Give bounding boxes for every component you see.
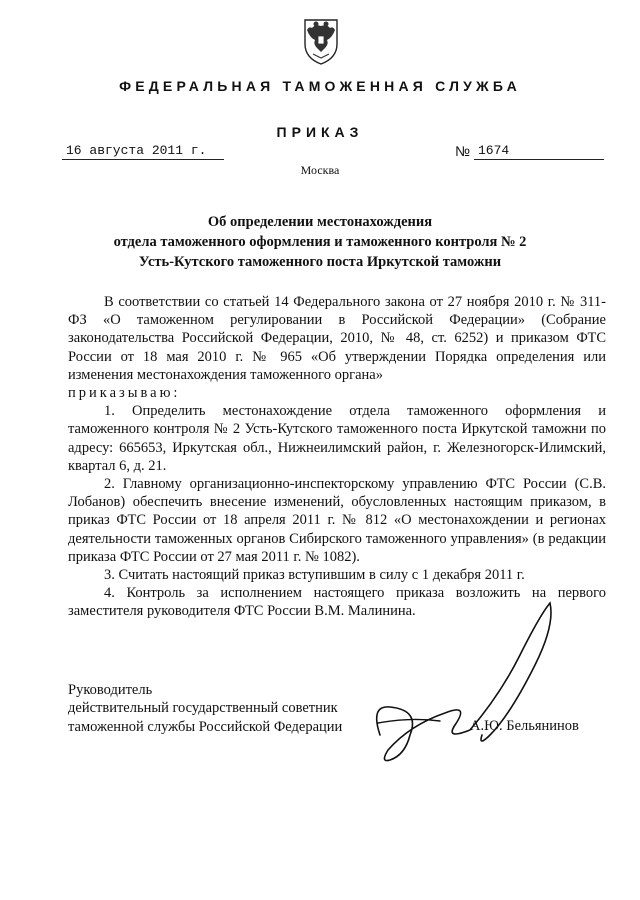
order-item: 1. Определить местонахождение отдела таможенного оформления и таможенного контроля № 2 Усть-Кутского таможенного поста Иркутской таможни по адресу: 665653, Иркутская обл., Нижнеилимский район, г. Железногорск-Илимский, квартал 6, д. 21. [68, 403, 606, 474]
russian-eagle-emblem-icon [299, 14, 343, 66]
signatory-title [68, 681, 342, 736]
order-item: 2. Главному организационно-инспекторскому управлению ФТС России (С.В. Лобанов) обеспечить внесение изменений, обусловленных настоящим приказом, в приказ ФТС России от 18 апреля 2011 г. № 812 «О местонахождении и регионах деятельности таможенных органов Сибирского таможенного управления» (в редакции приказа ФТС России от 27 мая 2011 г. № 1082). [68, 476, 606, 565]
subject-line: Усть-Кутского таможенного поста Иркутской таможни [138, 254, 502, 270]
signatory-line: действительный государственный советник [68, 700, 338, 717]
order-number-label: № [455, 143, 471, 159]
signatory-line: Руководитель [68, 682, 153, 698]
handwritten-signature [350, 585, 560, 775]
city: Москва [300, 163, 340, 177]
signatory-line: таможенной службы Российской Федерации [68, 718, 343, 735]
order-number: 1674 [474, 143, 604, 160]
order-item: 4. Контроль за исполнением настоящего приказа возложить на первого заместителя руководителя ФТС России В.М. Малинина. [68, 585, 606, 620]
subject-line: Об определении местонахождения [207, 214, 433, 230]
signatory-name: А.Ю. Бельянинов [470, 718, 579, 734]
document-type: ПРИКАЗ [276, 124, 364, 140]
agency-name: ФЕДЕРАЛЬНАЯ ТАМОЖЕННАЯ СЛУЖБА [119, 78, 521, 94]
subject-line: отдела таможенного оформления и таможенного контроля № 2 [113, 234, 527, 250]
order-subject [60, 212, 580, 272]
order-item: 3. Считать настоящий приказ вступившим в силу с 1 декабря 2011 г. [104, 567, 525, 584]
preamble-paragraph: В соответствии со статьей 14 Федерального закона от 27 ноября 2010 г. № 311-ФЗ «О таможенном регулировании в Российской Федерации» (Собрание законодательства Российской Федерации, 2010, № 48, ст. 6252) и приказом ФТС России от 18 мая 2010 г. № 965 «Об утверждении Порядка определения или изменения местонахождения таможенного органа» [68, 294, 606, 383]
order-date: 16 августа 2011 г. [62, 143, 224, 160]
command-word: приказываю: [68, 385, 181, 402]
order-body [68, 293, 606, 621]
